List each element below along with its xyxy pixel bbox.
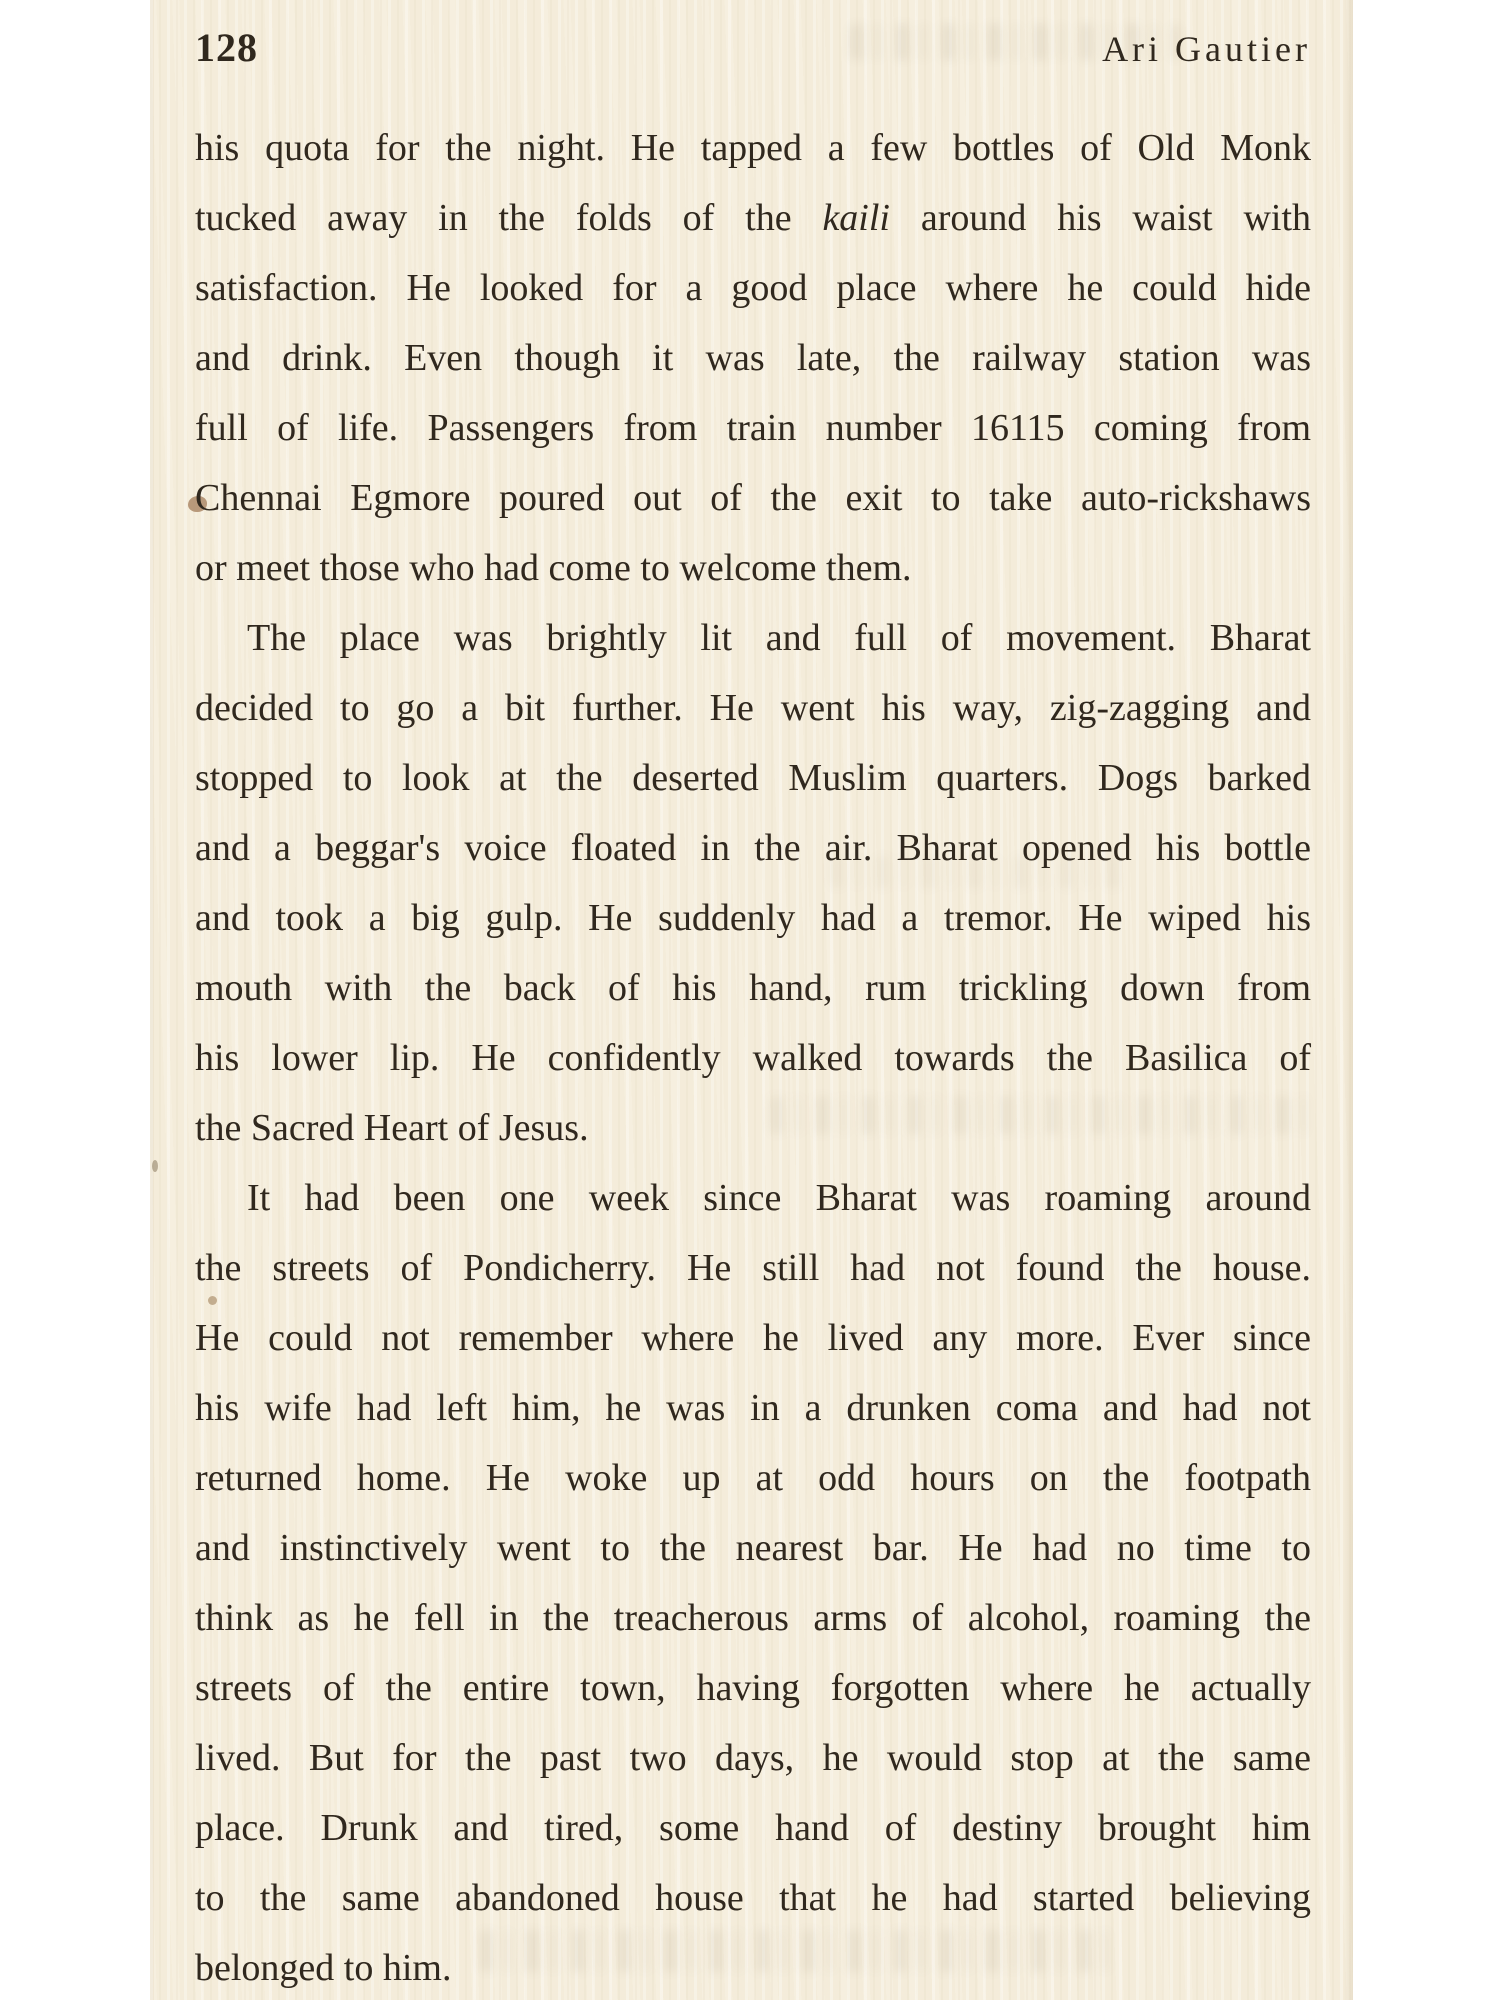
running-header-author: Ari Gautier [1102,29,1311,69]
text-line: The place was brightly lit and full of movement. Bharat [247,617,1311,659]
text-line: returned home. He woke up at odd hours on the footpath [195,1457,1311,1499]
text-line: stopped to look at the deserted Muslim quarters. Dogs barked [195,757,1311,799]
text-line: the streets of Pondicherry. He still had not found the house. [195,1247,1311,1289]
text-line: and instinctively went to the nearest bar. He had no time to [195,1527,1311,1569]
text-line: Chennai Egmore poured out of the exit to take auto-rickshaws [195,477,1311,519]
text-line: to the same abandoned house that he had started believing [195,1877,1311,1919]
text-line: and drink. Even though it was late, the railway station was [195,337,1311,379]
text-line: decided to go a bit further. He went his way, zig-zagging and [195,687,1311,729]
text-line: or meet those who had come to welcome them. [195,547,912,589]
page-content [150,0,1353,2000]
text-line: It had been one week since Bharat was roaming around [247,1177,1311,1219]
text-line: place. Drunk and tired, some hand of destiny brought him [195,1807,1311,1849]
book-page [150,0,1353,2000]
text-line: lived. But for the past two days, he would stop at the same [195,1737,1311,1779]
text-line: his quota for the night. He tapped a few bottles of Old Monk [195,127,1311,169]
text-line: full of life. Passengers from train number 16115 coming from [195,407,1311,449]
running-header [195,26,1311,70]
text-line: his wife had left him, he was in a drunken coma and had not [195,1387,1311,1429]
body-text [195,113,1311,2000]
page-number: 128 [195,25,258,70]
paragraph [195,113,1311,603]
text-line: streets of the entire town, having forgotten where he actually [195,1667,1311,1709]
text-line: He could not remember where he lived any more. Ever since [195,1317,1311,1359]
text-line: the Sacred Heart of Jesus. [195,1107,589,1149]
text-line: satisfaction. He looked for a good place where he could hide [195,267,1311,309]
text-line: his lower lip. He confidently walked towards the Basilica of [195,1037,1311,1079]
text-line: belonged to him. [195,1947,452,1989]
text-line: and took a big gulp. He suddenly had a tremor. He wiped his [195,897,1311,939]
text-line: and a beggar's voice floated in the air. Bharat opened his bottle [195,827,1311,869]
paragraph [195,1163,1311,2000]
paragraph [195,603,1311,1163]
text-line: mouth with the back of his hand, rum trickling down from [195,967,1311,1009]
text-line: think as he fell in the treacherous arms of alcohol, roaming the [195,1597,1311,1639]
text-line: tucked away in the folds of the kaili around his waist with [195,197,1311,239]
